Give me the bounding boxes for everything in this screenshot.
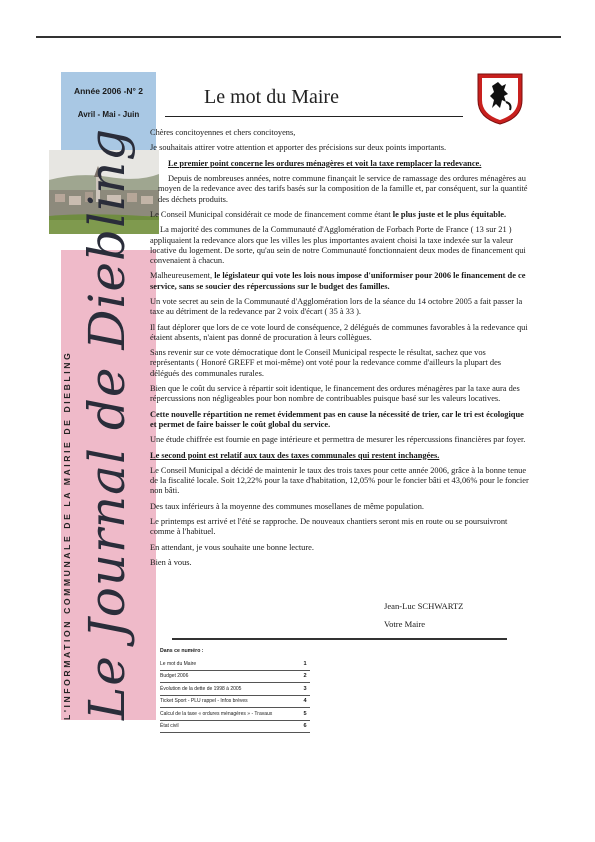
- paragraph-6: Il faut déplorer que lors de ce vote lourd de conséquence, 2 délégués de communes favorables à la redevance qui étaient absents, n'aient pas donné de procuration à leurs collègues.: [150, 322, 528, 342]
- paragraph-11: Le Conseil Municipal a décidé de maintenir le taux des trois taxes pour cette année 2006, grâce à la bonne tenue de la fiscalité locale. Soit 12,22% pour la taxe d'habitation, 12,05% pour le foncier bâti et 43,06% pour le foncier non bâti.: [150, 465, 529, 496]
- masthead-caption: L'INFORMATION COMMUNALE DE LA MAIRIE DE DIEBLING: [62, 350, 72, 720]
- paragraph-7: Sans revenir sur ce vote démocratique dont le Conseil Municipal respecte le résultat, sachez que vos représentants ( Honoré GREFF et moi-même) ont voté pour la redevance comme d'ailleurs la plupart des délégués des communales rurales.: [150, 348, 502, 378]
- signature-title: Votre Maire: [384, 619, 426, 629]
- toc-item: [160, 683, 310, 696]
- toc-item-label: Le mot du Maire: [160, 660, 197, 667]
- toc-item: [160, 696, 310, 709]
- paragraph-4-text: Malheureusement,: [150, 271, 215, 281]
- point1-heading: Le premier point concerne les ordures ménagères et voit la taxe remplacer la redevance.: [168, 158, 482, 168]
- paragraph-12: Des taux inférieurs à la moyenne des communes mosellanes de même population.: [150, 501, 424, 511]
- toc-item: [160, 721, 310, 734]
- toc-item-page: 5: [303, 710, 307, 717]
- toc-item-page: 1: [303, 660, 307, 667]
- toc-item-label: Calcul de la taxe « ordures ménagères » - Travaux: [160, 710, 273, 717]
- issue-months: Avril - Mai - Juin: [77, 110, 140, 119]
- table-of-contents: [160, 648, 310, 733]
- paragraph-3: La majorité des communes de la Communauté d'Agglomération de Forbach Porte de France ( 13 sur 21 ) appliquaient la redevance alors que les villes les plus importantes avaient choisi la taxe indexée sur la valeur locative du logement. De sorte, qu'au sein de notre Communauté fonctionnaient deux modes de financement qui convenaient à chacun.: [150, 225, 526, 265]
- toc-item: [160, 658, 310, 671]
- intro-paragraph: Je souhaitais attirer votre attention et apporter des précisions sur deux points importants.: [150, 143, 447, 153]
- closing: Bien à vous.: [150, 558, 192, 568]
- toc-item-page: 3: [303, 685, 307, 692]
- top-rule: [36, 36, 561, 38]
- toc-item: [160, 671, 310, 684]
- toc-item-page: 6: [303, 723, 307, 730]
- title-underline: [165, 116, 463, 117]
- toc-item-page: 4: [303, 698, 307, 705]
- paragraph-13: Le printemps est arrivé et l'été se rapproche. De nouveaux chantiers seront mis en route ou se poursuivront comme à l'habituel.: [150, 517, 508, 537]
- issue-number: Année 2006 -N° 2: [73, 86, 144, 96]
- point2-heading: Le second point est relatif aux taux des taxes communales qui restent inchangées.: [150, 450, 440, 460]
- paragraph-8: Bien que le coût du service à répartir soit identique, le financement des ordures ménagères par la taxe aura des répercussions non négligeables pour bon nombre de contribuables puisque basé sur les valeurs locatives.: [150, 383, 520, 404]
- toc-item-label: Évolution de la dette de 1998 à 2005: [160, 685, 242, 692]
- paragraph-9-text: Cette nouvelle répartition ne remet évidemment pas en cause la nécessité de trier, car le tri est écologique et permet de faire baisser le coût global du service.: [150, 409, 524, 429]
- toc-item-label: État civil: [160, 723, 179, 730]
- signature-name: Jean-Luc SCHWARTZ: [384, 601, 464, 611]
- paragraph-2-text: Le Conseil Municipal considérait ce mode de financement comme étant: [150, 209, 393, 219]
- toc-item-page: 2: [303, 673, 307, 680]
- paragraph-5: Un vote secret au sein de la Communauté d'Agglomération lors de la séance du 14 octobre 2005 a fait passer la taxe au détriment de la redevance par 2 voix d'écart ( 35 à 33 ).: [150, 296, 523, 317]
- toc-item-label: Budget 2006: [160, 673, 189, 680]
- toc-item-label: Ticket Sport - PLU rappel - Infos brèves: [160, 698, 248, 705]
- paragraph-9: [150, 410, 530, 430]
- coat-of-arms-icon: [472, 70, 528, 126]
- article-body: [150, 128, 530, 573]
- toc-item: [160, 708, 310, 721]
- newsletter-title: Le Journal de Diebling: [78, 127, 136, 720]
- paragraph-4: [150, 271, 530, 291]
- paragraph-1: Depuis de nombreuses années, notre commune finançait le service de ramassage des ordures ménagères au moyen de la redevance avec des tarifs basés sur la composition de la famille et, par conséquent, sur la quantité des déchets produits.: [158, 174, 528, 204]
- article-title: Le mot du Maire: [204, 86, 339, 108]
- greeting: Chères concitoyennes et chers concitoyens,: [150, 128, 296, 137]
- paragraph-10: Une étude chiffrée est fournie en page intérieure et permettra de mesurer les répercussions financières par foyer.: [150, 435, 526, 445]
- toc-title: Dans ce numéro :: [160, 648, 204, 654]
- paragraph-14: En attendant, je vous souhaite une bonne lecture.: [150, 542, 314, 552]
- paragraph-4-emphasis: le législateur qui vote les lois nous impose d'uniformiser pour 2006 le financement de ce service, sans se soucier des répercussions sur le budget des familles.: [150, 271, 526, 291]
- paragraph-2: [150, 210, 530, 220]
- paragraph-2-emphasis: le plus juste et le plus équitable.: [392, 209, 507, 219]
- toc-rule: [172, 638, 507, 640]
